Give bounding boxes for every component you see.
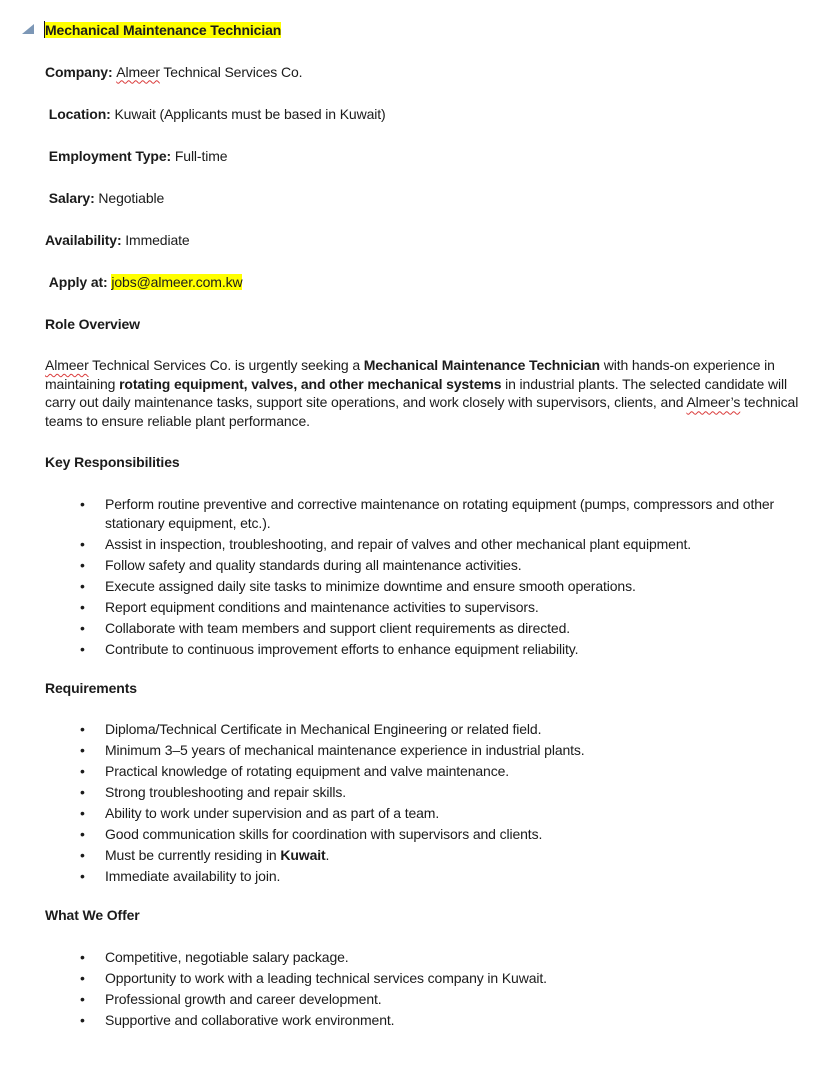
misspelled-word: Almeer (116, 63, 160, 80)
bullet-item (45, 556, 813, 575)
text-run: Technical Services Co. (159, 63, 303, 80)
text-run: Report equipment conditions and maintenance activities to supervisors. (105, 598, 539, 615)
bullet-item (45, 495, 813, 532)
text-run: Kuwait (Applicants must be based in Kuwait) (114, 105, 386, 122)
job-info-line (45, 147, 813, 166)
text-run: rotating equipment, valves, and other mechanical systems (119, 375, 502, 392)
job-info-line (45, 273, 813, 292)
collapse-triangle-icon[interactable] (21, 23, 35, 36)
text-run: Kuwait (280, 847, 326, 864)
text-run: Professional growth and career development. (105, 990, 382, 1007)
text-run: Collaborate with team members and support client requirements as directed. (105, 619, 571, 636)
text-run: with hands-on experience in maintaining (45, 357, 775, 392)
text-run: Immediate availability to join. (105, 868, 281, 885)
body-paragraph (45, 356, 813, 430)
text-run: in industrial plants. The selected candidate will carry out daily maintenance tasks, support site operations, and work closely with supervisors, clients, and (45, 375, 787, 411)
text-run: Strong troubleshooting and repair skills. (105, 784, 346, 801)
bullet-list (45, 720, 813, 885)
text-run: Employment Type: (45, 147, 175, 164)
bullet-item (45, 762, 813, 781)
bullet-item (45, 1011, 813, 1030)
section-heading: Requirements (45, 679, 137, 696)
job-info-line (45, 231, 813, 250)
text-run: Execute assigned daily site tasks to minimize downtime and ensure smooth operations. (105, 577, 636, 594)
job-info-line (45, 105, 813, 124)
bullet-item (45, 619, 813, 638)
misspelled-word: Almeer’s (686, 394, 741, 411)
section-heading: Role Overview (45, 315, 140, 332)
bullet-item (45, 969, 813, 988)
section-heading: What We Offer (45, 907, 140, 924)
bullet-item (45, 990, 813, 1009)
bullet-item (45, 846, 813, 865)
bullet-item (45, 535, 813, 554)
bullet-item (45, 741, 813, 760)
document-sections (45, 315, 813, 1030)
collapsible-heading-row (45, 21, 813, 40)
job-title (45, 22, 281, 38)
text-run: . (325, 847, 330, 864)
text-run: Follow safety and quality standards during all maintenance activities. (105, 556, 522, 573)
bullet-item (45, 720, 813, 739)
bullet-list (45, 495, 813, 658)
bullet-list (45, 948, 813, 1030)
text-run: Minimum 3–5 years of mechanical maintenance experience in industrial plants. (105, 742, 585, 759)
text-cursor-caret (44, 21, 45, 38)
job-info-line (45, 189, 813, 208)
job-info-line (45, 63, 813, 82)
text-run: Salary: (45, 189, 99, 206)
text-run: Practical knowledge of rotating equipment and valve maintenance. (105, 763, 510, 780)
misspelled-word: Almeer (45, 357, 89, 374)
text-run: Full-time (174, 147, 228, 164)
text-run: Mechanical Maintenance Technician (363, 357, 600, 374)
text-run: Company: (45, 63, 117, 80)
text-run: Ability to work under supervision and as part of a team. (105, 805, 440, 822)
bullet-item (45, 783, 813, 802)
text-run: Supportive and collaborative work environment. (105, 1011, 395, 1028)
text-run: Assist in inspection, troubleshooting, and repair of valves and other mechanical plant equipment. (105, 535, 692, 552)
bullet-item (45, 640, 813, 659)
text-run: Must be currently residing in (105, 847, 281, 864)
bullet-item (45, 577, 813, 596)
text-run: Technical Services Co. is urgently seeking a (88, 357, 364, 374)
text-run: Opportunity to work with a leading technical services company in Kuwait. (105, 970, 547, 986)
section-heading: Key Responsibilities (45, 454, 180, 471)
job-title-highlighted-text: Mechanical Maintenance Technician (45, 22, 282, 38)
bullet-item (45, 804, 813, 823)
bullet-item (45, 598, 813, 617)
text-run: Negotiable (98, 189, 165, 206)
job-info-list (45, 63, 813, 292)
text-run: Apply at: (45, 273, 112, 290)
text-run: Availability: (45, 231, 126, 248)
text-run: Location: (45, 105, 115, 122)
text-run: Competitive, negotiable salary package. (105, 949, 349, 966)
text-run: Good communication skills for coordination with supervisors and clients. (105, 826, 543, 843)
text-run: Perform routine preventive and corrective maintenance on rotating equipment (pumps, compressors and other stationary equipment, etc.). (105, 496, 775, 531)
bullet-item (45, 825, 813, 844)
text-run: Diploma/Technical Certificate in Mechanical Engineering or related field. (105, 721, 542, 738)
bullet-item (45, 948, 813, 967)
bullet-item (45, 867, 813, 886)
highlighted-text: jobs@almeer.com.kw (111, 273, 243, 290)
text-run: Contribute to continuous improvement efforts to enhance equipment reliability. (105, 640, 579, 657)
text-run: Immediate (125, 231, 190, 248)
text-run: technical teams to ensure reliable plant performance. (45, 394, 799, 429)
